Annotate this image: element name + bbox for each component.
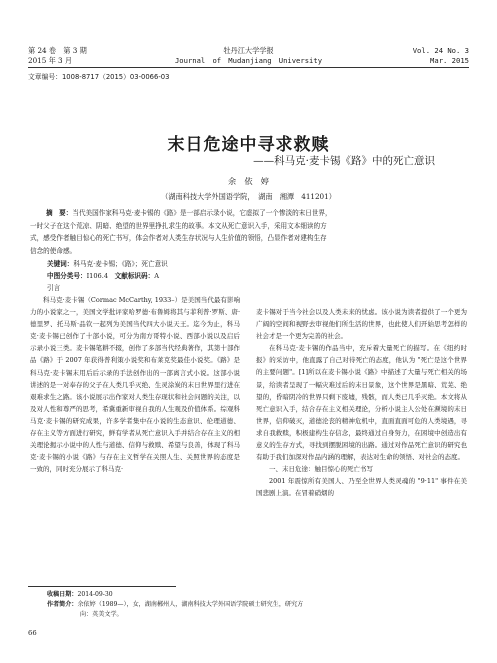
abstract-line: 信念的使命感。 [30, 247, 77, 256]
author-name: 余 依 婷 [228, 176, 269, 186]
keywords [47, 259, 168, 269]
header-date-cn: 2015 年 3 月 [28, 56, 73, 65]
paragraph: 在科马克·麦卡锡的作品当中，充斥着大量死亡的描写。在《纽约时报》的采访中，他直露了自己对待死亡的态度，他认为 "死亡是这个世界的主要问题"。[1]所以在麦卡锡小说《路》中描述了大量与死亡相关的场景，给读者呈现了一幅灾难过后的末日景象，这个世界是黑暗、荒芜、绝望的，昏暗阴冷的世界只剩下废墟，残骸，而人类已几乎灭绝。本文将从死亡意识入手，结合存在主义相关理论，分析小说主人公处在濒境的末日世界，信仰破灭，道德沦丧的精神危机中，直面直面可危的人类境遇，寻求自我救赎，积极建构生存信念，最终通过自身努力，在困境中创造出有意义的生存方式，寻找到摆脱困境的出路。通过对作品死亡意识的研究也有助于我们加深对作品内涵的理解，表达对生命的领悟、对社会的态度。 [256, 344, 468, 462]
left-column [30, 294, 240, 475]
right-column [256, 306, 467, 500]
clc-number: I106.4 [86, 272, 109, 280]
abstract-line: 摘 要：当代美国作家科马克·麦卡锡的《路》是一部启示录小说，它虚拟了一个惨淡的末日世界， [46, 209, 332, 217]
article-title: 末日危途中寻求救赎 [167, 135, 330, 155]
abstract [30, 207, 468, 258]
classification: 中图分类号：I106.4 文献标识码：A [47, 272, 159, 280]
paragraph: 科马克·麦卡锡（Cormac McCarthy, 1933–）是美国当代最有影响力的小说家之一，美国文学批评家哈罗德·布鲁姆将其与菲利普·罗斯、唐·德里罗、托马斯·品钦一起列为美国当代四大小说天王。迄今为止，科马克·麦卡锡已创作了十部小说，可分为南方哥特小说、西部小说以及启后示录小说三类。麦卡锡笔耕不辍，创作了多部当代经典著作，其第十部作品《路》于 2007 年获得普利策小说奖和布莱克奖最佳小说奖。《路》是科马克·麦卡锡末用后后示录的手法创作出的一部离言式小说。这部小说讲述的是一对奉存的父子在人类几乎灭绝、生灵涂炭的末日世界里行进在艰难求生之路。该小说展示出作家对人类生存现状和社会问题的关注，以及对人性和尊严的思考，希冀重新审视自我的人生观及价值体系。综观科马克·麦卡锡的研究成果，许多学者集中在小说的生态意识、伦理道德、存在主义等方面进行研究，鲜有学者从死亡意识入手并结合存在主义的相关理论揭示小说中的人性与道德、信仰与救赎、希望与良善，体现了科马克·麦卡锡的小说《路》与存在主义哲学在关照人生、关照世界的态度是一致的，同时充分展示了科马克· [30, 296, 241, 474]
footnote-bio: 作者简介：余依婷（1989—），女，湖南郴州人，湖南科技大学外国语学院硕士研究生，研究方 [47, 601, 304, 608]
document-code: A [154, 272, 159, 280]
keywords-label: 关键词： [47, 260, 74, 268]
abstract-label: 摘 要： [46, 209, 73, 217]
section-intro-heading: 引言 [47, 284, 61, 292]
article-subtitle: ——科马克·麦卡锡《路》中的死亡意识 [253, 155, 435, 167]
header-date-en: Mar. 2015 [430, 56, 469, 65]
footnote-received: 收稿日期：2014-09-30 [47, 591, 113, 598]
abstract-line: 一时父子在这个荒凉、阴暗、绝望的世界里挣扎求生的故事。本文从死亡意识入手，采用文本细读的方 [30, 221, 327, 230]
page-number: 66 [28, 629, 37, 637]
keywords-text: 科马克·麦卡锡；《路》；死亡意识 [73, 260, 168, 268]
section-1-heading: 一、末日危途：触目惊心的死亡书写 [269, 465, 373, 474]
header-journal-en: Journal of Mudanjiang University [174, 56, 323, 65]
paragraph: 2001 年震惊所有美国人、乃至全世界人类灵魂的 "9·11" 事件在美国悲剧上演。在冒着硝烟的 [256, 477, 467, 498]
header-journal-cn: 牡丹江大学学报 [223, 46, 274, 55]
footnote-rule [28, 586, 176, 587]
footnote-bio-cont: 向：英美文学。 [80, 611, 123, 618]
abstract-line: 式，感受作者触目惊心的死亡书写，体会作者对人类生存状况与人生价值的领悟，凸显作者对建构生存 [30, 234, 327, 243]
header-volume-cn: 第 24 卷 第 3 期 [28, 46, 87, 55]
header-volume-en: Vol. 24 No. 3 [412, 46, 469, 55]
author-affiliation: （湖南科技大学外国语学院， 湖南 湘潭 411201） [161, 192, 336, 201]
article-number: 文章编号：1008-8717（2015）03-0066-03 [28, 73, 170, 81]
header-rule [28, 67, 469, 68]
paragraph: 麦卡锡对于当今社会以及人类未来的忧虑。该小说为读者提供了一个更为广阔的空间和视野去审视他们所生活的世界，也此使人们开始思考怎样的社会才是一个更为完善的社会。 [256, 308, 468, 341]
